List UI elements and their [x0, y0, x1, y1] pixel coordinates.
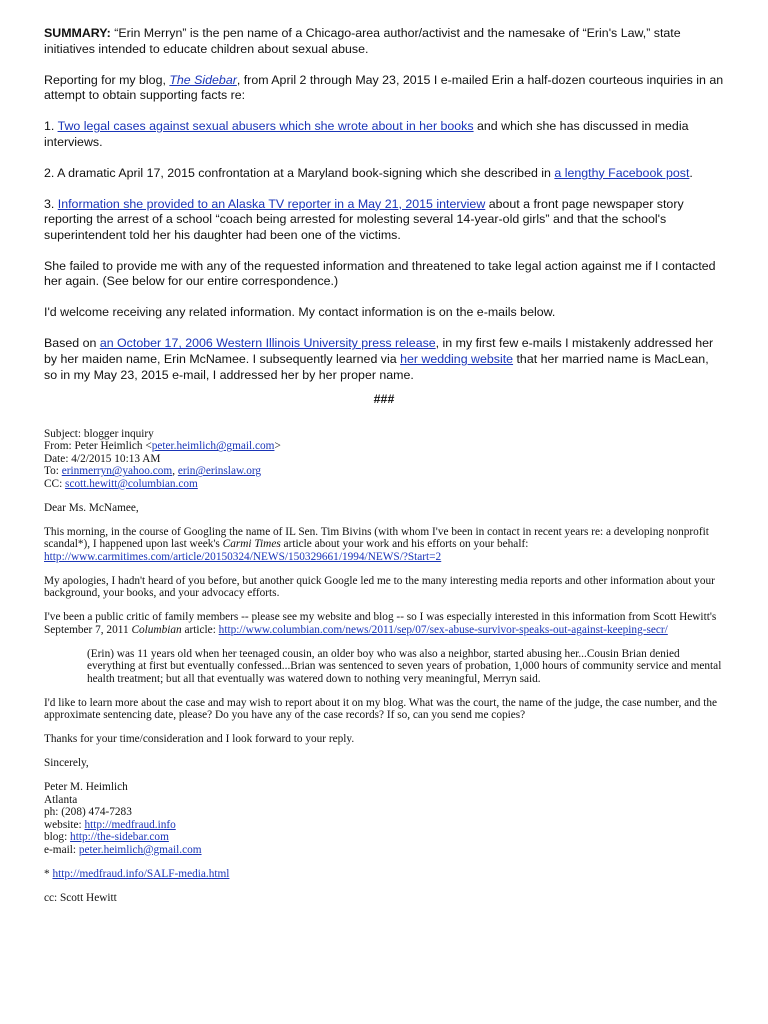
salf-media-link[interactable]: http://medfraud.info/SALF-media.html [52, 867, 230, 880]
intro-text-end: , from April 2 through May 23, 2015 I e-mailed Erin a half-dozen courteous inquiries in an attempt to obtain supporting facts re: [44, 72, 724, 103]
signature-phone: ph: (208) 474-7283 [44, 806, 132, 819]
email-signature [44, 781, 724, 856]
from-end: > [274, 440, 281, 453]
facebook-post-link[interactable]: a lengthy Facebook post [554, 165, 690, 180]
item-1 [44, 119, 724, 150]
email-from [44, 440, 724, 453]
item-2-end: . [689, 165, 693, 180]
to-email-link-1[interactable]: erinmerryn@yahoo.com [61, 465, 173, 478]
website-label: website: [44, 818, 85, 831]
wiu-press-release-link[interactable]: an October 17, 2006 Western Illinois University press release [99, 336, 436, 351]
signature-website [44, 819, 724, 832]
carmi-times-title: Carmi Times [222, 538, 281, 551]
item-3-text: about a front page newspaper story reporting the arrest of a school “coach being arrested for molesting several 14-year-old girls” and that the school's superintendent told her his daughter had been one of the victims. [44, 196, 684, 242]
columbian-title: Columbian [131, 623, 182, 636]
email-cc [44, 478, 724, 491]
signature-email [44, 844, 724, 857]
email-label: e-mail: [44, 843, 79, 856]
email-footnote [44, 868, 724, 881]
item-2-text: 2. A dramatic April 17, 2015 confrontation at a Maryland book-signing which she described in [44, 165, 555, 180]
email-paragraph-2: My apologies, I hadn't heard of you before, but another quick Google led me to the many interesting media reports and other information about your background, your books, and your advocacy efforts. [44, 574, 715, 600]
email-paragraph-1 [44, 526, 724, 564]
item-1-text: and which she has discussed in media interviews. [44, 119, 689, 149]
based-paragraph [44, 336, 724, 383]
email-paragraph-3 [44, 611, 724, 636]
p3-text-mid: article: [181, 623, 219, 636]
intro-text: Reporting for my blog, [44, 72, 170, 87]
item-3 [44, 197, 724, 244]
blog-label: blog: [44, 831, 71, 844]
signature-blog [44, 831, 724, 844]
legal-cases-link[interactable]: Two legal cases against sexual abusers which she wrote about in her books [57, 119, 474, 134]
summary-text: “Erin Merryn” is the pen name of a Chicago-area author/activist and the namesake of “Erin's Law,” state initiatives intended to educate children about sexual abuse. [44, 26, 681, 56]
based-text-mid: , in my first few e-mails I mistakenly addressed her by her maiden name, Erin McNamee. I subsequently learned via [44, 336, 714, 367]
columbian-link[interactable]: http://www.columbian.com/news/2011/sep/07/sex-abuse-survivor-speaks-out-against-keeping-secr/ [218, 623, 668, 636]
email-subject: Subject: blogger inquiry [44, 427, 154, 440]
email-section [44, 428, 724, 905]
email-date: Date: 4/2/2015 10:13 AM [44, 452, 161, 465]
section-separator: ### [373, 392, 395, 407]
signature-city: Atlanta [44, 793, 78, 806]
medfraud-link[interactable]: http://medfraud.info [84, 818, 176, 831]
summary-section [44, 26, 724, 408]
item-1-number: 1. [44, 119, 58, 134]
failed-paragraph: She failed to provide me with any of the requested information and threatened to take legal action against me if I contacted her again. (See below for our entire correspondence.) [44, 258, 716, 289]
email-blockquote: (Erin) was 11 years old when her teenaged cousin, an older boy who was also a neighbor, started abusing her...Cousin Brian denied everything at first but eventually confessed...Brian was sentenced to seven years of probation, 1,000 hours of community service and mental health treatment; but all that eventually was watered down to nothing very meaningful, Merryn said. [87, 647, 722, 685]
the-sidebar-link[interactable] [169, 73, 237, 87]
document-page [44, 26, 724, 916]
email-cc-line: cc: Scott Hewitt [44, 891, 117, 904]
intro-paragraph [44, 73, 724, 104]
the-sidebar-site-link[interactable]: http://the-sidebar.com [70, 831, 169, 844]
carmi-times-link[interactable]: http://www.carmitimes.com/article/20150324/NEWS/150329661/1994/NEWS/?Start=2 [44, 550, 442, 563]
the-sidebar-link-text[interactable]: The Sidebar [169, 72, 237, 87]
cc-label: CC: [44, 477, 66, 490]
welcome-paragraph: I'd welcome receiving any related information. My contact information is on the e-mails below. [44, 305, 556, 320]
based-text: Based on [44, 336, 100, 351]
alaska-tv-link[interactable]: Information she provided to an Alaska TV reporter in a May 21, 2015 interview [57, 196, 486, 211]
p1-text: This morning, in the course of Googling the name of IL Sen. Tim Bivins (with whom I've been in contact in recent years re: a developing nonprofit scandal*), I happened upon last week's [44, 525, 709, 551]
item-2 [44, 166, 724, 182]
p1-text-end: article about your work and his efforts on your behalf: [280, 538, 529, 551]
email-greeting: Dear Ms. McNamee, [44, 501, 139, 514]
based-text-end: that her married name is MacLean, so in my May 23, 2015 e-mail, I addressed her by her proper name. [44, 352, 709, 382]
to-label: To: [44, 465, 62, 478]
summary-label: SUMMARY: [44, 26, 111, 40]
footnote-marker: * [44, 867, 53, 880]
from-email-link[interactable]: peter.heimlich@gmail.com [151, 440, 275, 453]
signature-name: Peter M. Heimlich [44, 781, 128, 794]
email-paragraph-4: I'd like to learn more about the case and may wish to report about it on my blog. What was the court, the name of the judge, the case number, and the approximate sentencing date, please? Do you have any of the case records? If so, can you send me copies? [44, 696, 718, 722]
cc-email-link[interactable]: scott.hewitt@columbian.com [65, 477, 198, 490]
to-separator: , [172, 465, 178, 478]
email-paragraph-5: Thanks for your time/consideration and I look forward to your reply. [44, 733, 355, 746]
summary-paragraph [44, 26, 724, 57]
email-header [44, 428, 724, 491]
email-to [44, 465, 724, 478]
to-email-link-2[interactable]: erin@erinslaw.org [177, 465, 262, 478]
email-closing: Sincerely, [44, 757, 89, 770]
signature-email-link[interactable]: peter.heimlich@gmail.com [78, 843, 202, 856]
from-label: From: Peter Heimlich < [44, 440, 152, 453]
item-3-number: 3. [44, 196, 58, 211]
p3-text: I've been a public critic of family members -- please see my website and blog -- so I was especially interested in this information from Scott Hewitt's September 7, 2011 [44, 611, 717, 636]
wedding-website-link[interactable]: her wedding website [400, 352, 514, 367]
